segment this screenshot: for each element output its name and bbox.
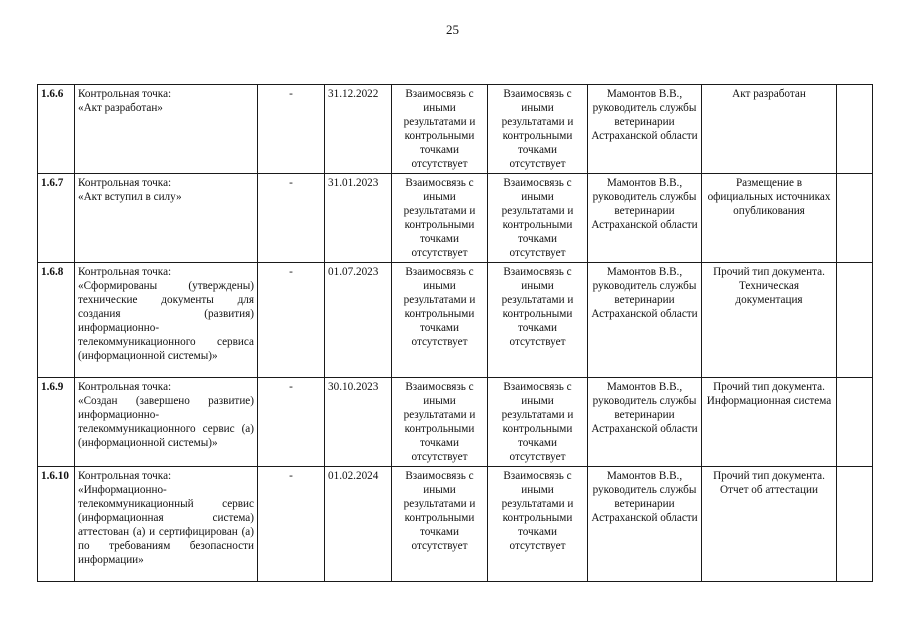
table-row — [38, 85, 873, 174]
base-value-cell: - — [258, 174, 325, 263]
relation-predecessor: Взаимосвязь с иными результатами и контрольными точками отсутствует — [392, 174, 488, 263]
relation-predecessor: Взаимосвязь с иными результатами и контрольными точками отсутствует — [392, 378, 488, 467]
control-point-label: Контрольная точка: — [78, 88, 172, 100]
row-number: 1.6.9 — [38, 378, 75, 467]
info-system-cell — [837, 263, 873, 378]
base-value-cell: - — [258, 85, 325, 174]
control-point-name: «Акт разработан» — [78, 102, 163, 114]
row-number: 1.6.10 — [38, 467, 75, 582]
deadline-date: 30.10.2023 — [325, 378, 392, 467]
base-value-cell: - — [258, 378, 325, 467]
control-point-title — [75, 467, 258, 582]
relation-successor: Взаимосвязь с иными результатами и контрольными точками отсутствует — [488, 85, 588, 174]
control-point-title — [75, 85, 258, 174]
control-point-title — [75, 174, 258, 263]
page-number: 25 — [446, 22, 459, 37]
row-number: 1.6.6 — [38, 85, 75, 174]
relation-predecessor: Взаимосвязь с иными результатами и контрольными точками отсутствует — [392, 263, 488, 378]
relation-predecessor: Взаимосвязь с иными результатами и контрольными точками отсутствует — [392, 85, 488, 174]
control-point-title — [75, 263, 258, 378]
deadline-date: 01.07.2023 — [325, 263, 392, 378]
control-point-label: Контрольная точка: — [78, 266, 172, 278]
document-type: Акт разработан — [702, 85, 837, 174]
table-row — [38, 263, 873, 378]
base-value-cell: - — [258, 467, 325, 582]
control-point-label: Контрольная точка: — [78, 177, 172, 189]
responsible-person: Мамонтов В.В., руководитель службы ветеринарии Астраханской области — [588, 467, 702, 582]
control-point-name: «Создан (завершено развитие) информационно-телекоммуникационного сервис (а) (информационной системы)» — [78, 395, 254, 449]
control-point-title — [75, 378, 258, 467]
info-system-cell — [837, 174, 873, 263]
table-row — [38, 378, 873, 467]
deadline-date: 01.02.2024 — [325, 467, 392, 582]
responsible-person: Мамонтов В.В., руководитель службы ветеринарии Астраханской области — [588, 263, 702, 378]
responsible-person: Мамонтов В.В., руководитель службы ветеринарии Астраханской области — [588, 378, 702, 467]
control-point-name: «Сформированы (утверждены) технические документы для создания (развития) информационно-телекоммуникационного сервиса (информационной системы)» — [78, 280, 254, 362]
document-type: Размещение в официальных источниках опубликования — [702, 174, 837, 263]
info-system-cell — [837, 467, 873, 582]
control-point-label: Контрольная точка: — [78, 470, 172, 482]
document-type: Прочий тип документа. Отчет об аттестации — [702, 467, 837, 582]
relation-successor: Взаимосвязь с иными результатами и контрольными точками отсутствует — [488, 378, 588, 467]
relation-successor: Взаимосвязь с иными результатами и контрольными точками отсутствует — [488, 174, 588, 263]
responsible-person: Мамонтов В.В., руководитель службы ветеринарии Астраханской области — [588, 85, 702, 174]
base-value-cell: - — [258, 263, 325, 378]
control-points-table — [37, 84, 873, 582]
table-row — [38, 467, 873, 582]
deadline-date: 31.12.2022 — [325, 85, 392, 174]
deadline-date: 31.01.2023 — [325, 174, 392, 263]
control-point-name: «Информационно-телекоммуникационный сервис (информационная система) аттестован (а) и сертифицирован (а) по требованиям безопасности информации» — [78, 484, 254, 566]
info-system-cell — [837, 378, 873, 467]
relation-predecessor: Взаимосвязь с иными результатами и контрольными точками отсутствует — [392, 467, 488, 582]
table-row — [38, 174, 873, 263]
responsible-person: Мамонтов В.В., руководитель службы ветеринарии Астраханской области — [588, 174, 702, 263]
relation-successor: Взаимосвязь с иными результатами и контрольными точками отсутствует — [488, 263, 588, 378]
control-point-label: Контрольная точка: — [78, 381, 172, 393]
relation-successor: Взаимосвязь с иными результатами и контрольными точками отсутствует — [488, 467, 588, 582]
document-type: Прочий тип документа. Информационная система — [702, 378, 837, 467]
info-system-cell — [837, 85, 873, 174]
row-number: 1.6.8 — [38, 263, 75, 378]
row-number: 1.6.7 — [38, 174, 75, 263]
control-point-name: «Акт вступил в силу» — [78, 191, 182, 203]
document-type: Прочий тип документа. Техническая документация — [702, 263, 837, 378]
